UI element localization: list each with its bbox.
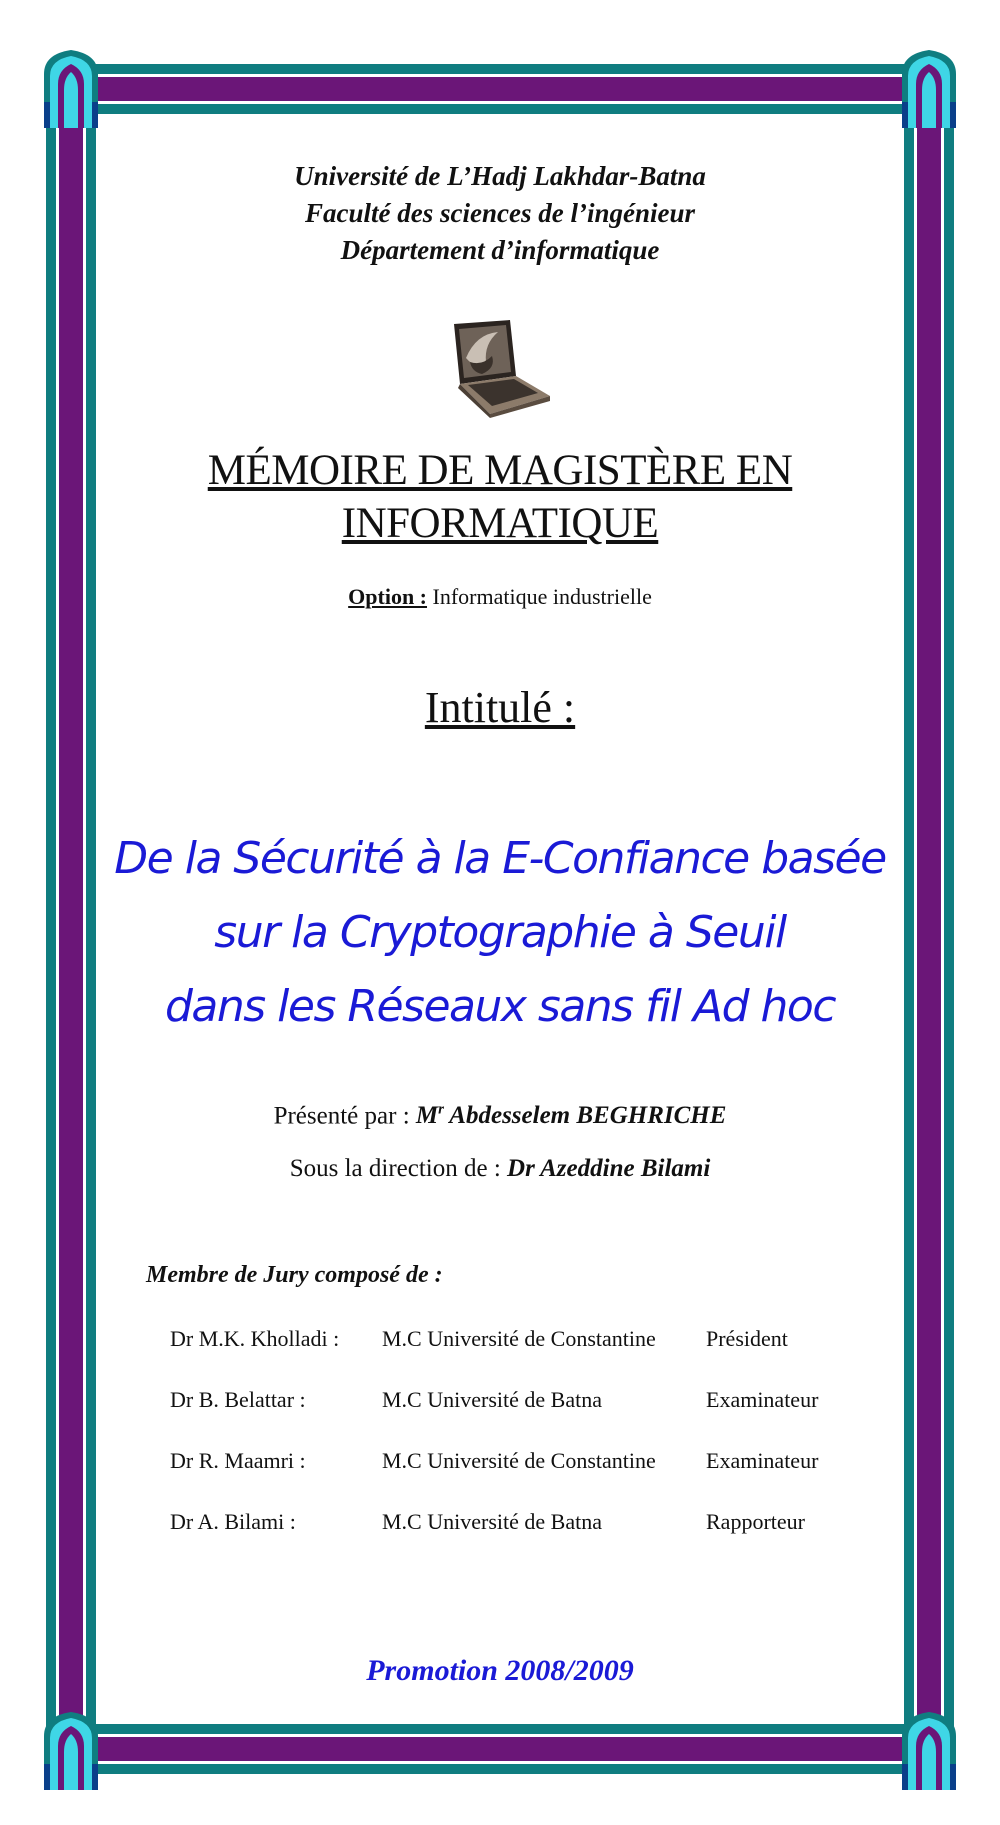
- author-name: [416, 1102, 727, 1129]
- memoire-title-line-1: MÉMOIRE DE MAGISTÈRE EN: [207, 447, 793, 494]
- jury-member-row: [170, 1509, 870, 1570]
- presented-by-label: Présenté par :: [273, 1102, 410, 1130]
- institution-header: [0, 158, 1000, 269]
- jury-member-role: Examinateur: [706, 1387, 819, 1412]
- university-name: Université de L’Hadj Lakhdar-Batna: [294, 161, 706, 191]
- presented-by-line: [0, 1084, 1000, 1142]
- supervision-label: Sous la direction de :: [289, 1155, 501, 1183]
- thesis-subject-line-1: De la Sécurité à la E-Confiance basée: [114, 833, 886, 884]
- frame-corner-bottom-right-ornament: [900, 1712, 958, 1790]
- department-name: Département d’informatique: [340, 235, 660, 265]
- thesis-subject: [0, 822, 1000, 1044]
- frame-corner-top-left-ornament: [42, 50, 100, 128]
- laptop-icon: [446, 318, 554, 418]
- author-title: M: [415, 1102, 439, 1130]
- option-label: Option :: [348, 584, 428, 609]
- jury-member-institution: M.C Université de Constantine: [382, 1448, 656, 1473]
- frame-bottom-border: [70, 1724, 928, 1774]
- promotion-year: Promotion 2008/2009: [366, 1654, 634, 1687]
- jury-member-row: [170, 1448, 870, 1509]
- faculty-name: Faculté des sciences de l’ingénieur: [305, 198, 695, 228]
- frame-corner-top-right-ornament: [900, 50, 958, 128]
- author-fullname: Abdesselem BEGHRICHE: [449, 1102, 727, 1130]
- frame-top-border: [70, 64, 928, 114]
- supervisor-name: Dr Azeddine Bilami: [507, 1155, 711, 1183]
- option-line: [0, 584, 1000, 610]
- supervision-line: [0, 1142, 1000, 1195]
- jury-member-institution: M.C Université de Constantine: [382, 1326, 656, 1351]
- jury-member-name: Dr M.K. Kholladi :: [170, 1326, 340, 1351]
- jury-member-role: Rapporteur: [706, 1509, 805, 1534]
- jury-title: Membre de Jury composé de :: [146, 1262, 443, 1288]
- memoire-title: [0, 444, 1000, 550]
- memoire-title-line-2: INFORMATIQUE: [341, 500, 659, 547]
- jury-member-row: [170, 1326, 870, 1387]
- jury-member-name: Dr R. Maamri :: [170, 1448, 306, 1473]
- jury-member-name: Dr A. Bilami :: [170, 1509, 296, 1534]
- thesis-subject-line-3: dans les Réseaux sans fil Ad hoc: [164, 981, 836, 1032]
- frame-corner-bottom-left-ornament: [42, 1712, 100, 1790]
- jury-member-institution: M.C Université de Batna: [382, 1509, 602, 1534]
- authorship-block: [0, 1084, 1000, 1195]
- thesis-subject-line-2: sur la Cryptographie à Seuil: [214, 907, 786, 958]
- jury-member-role: Président: [706, 1326, 788, 1351]
- jury-member-name: Dr B. Belattar :: [170, 1387, 306, 1412]
- option-value: Informatique industrielle: [432, 584, 652, 609]
- author-title-superscript: r: [438, 1102, 444, 1118]
- intitule-heading: Intitulé :: [424, 683, 576, 732]
- jury-member-institution: M.C Université de Batna: [382, 1387, 602, 1412]
- jury-member-row: [170, 1387, 870, 1448]
- jury-list: [170, 1326, 870, 1570]
- jury-member-role: Examinateur: [706, 1448, 819, 1473]
